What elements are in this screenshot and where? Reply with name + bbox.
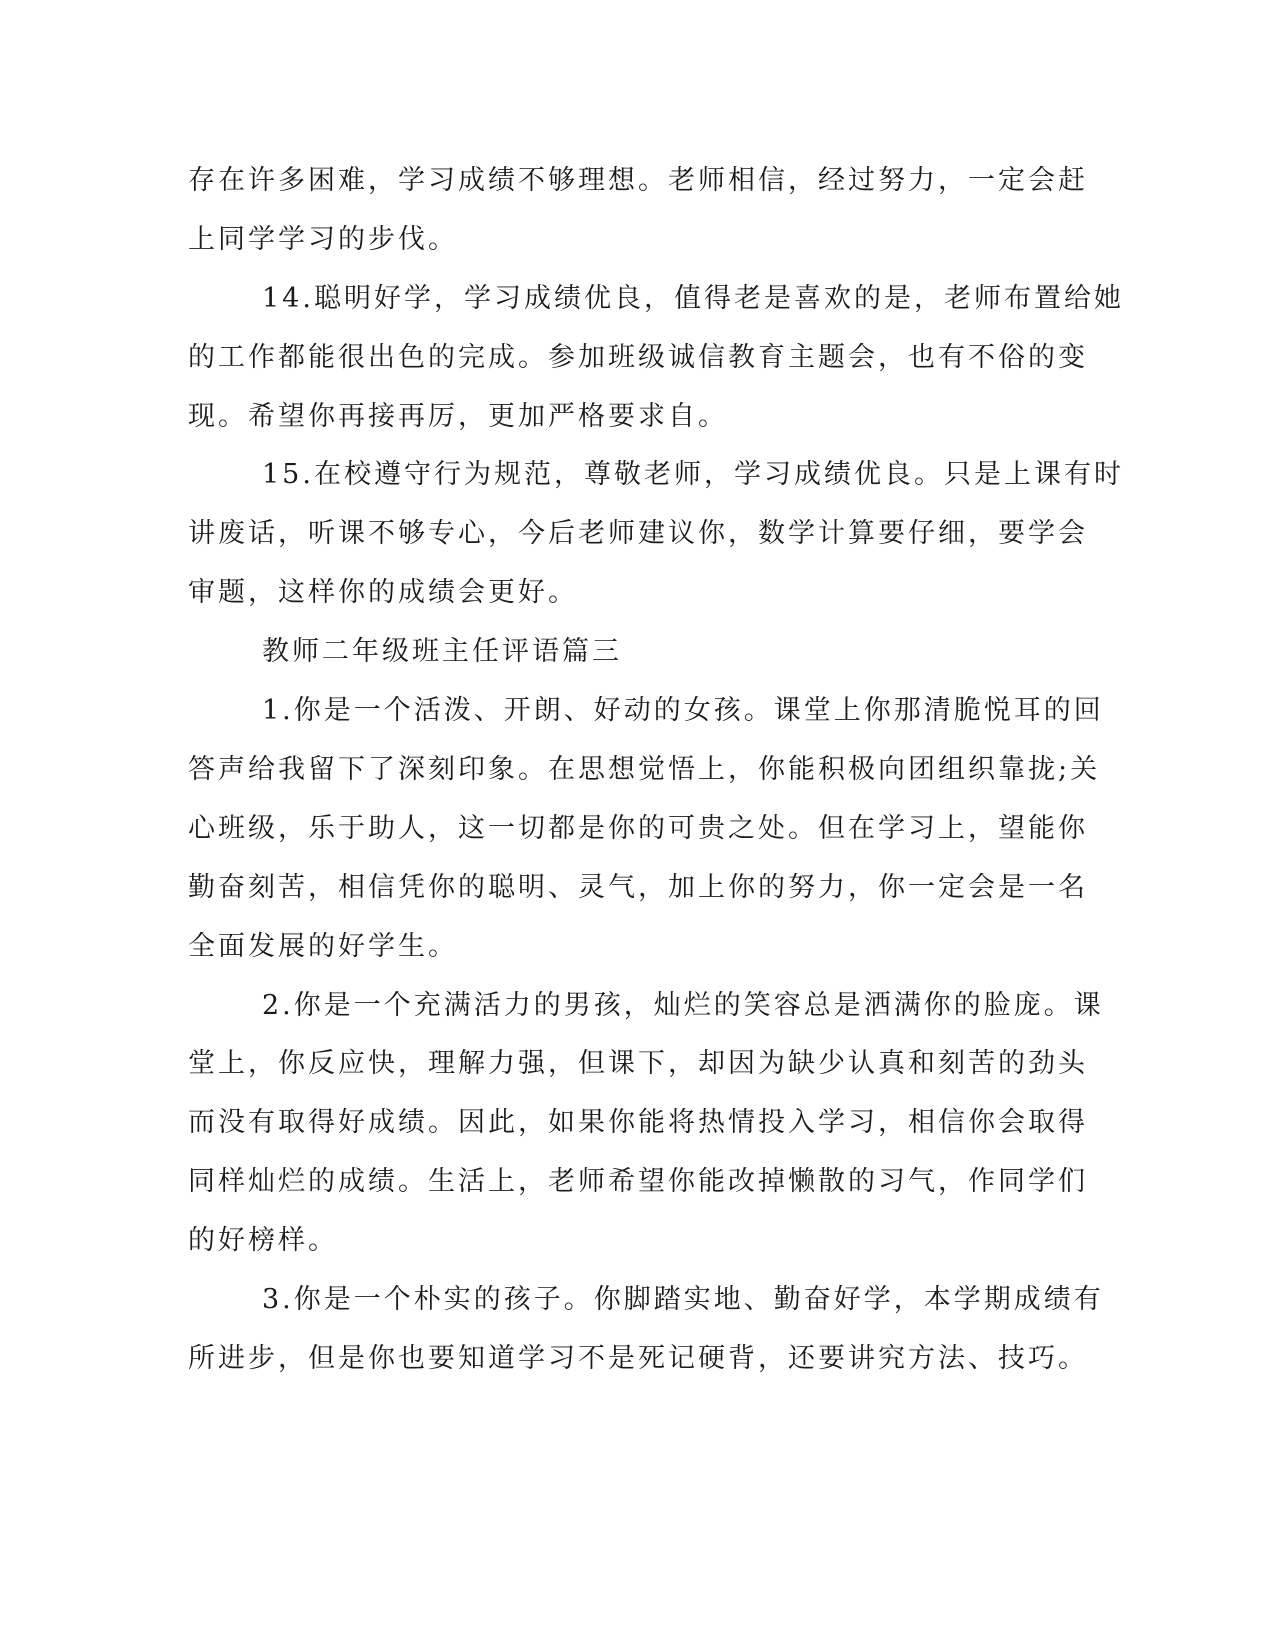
- text-line: 现。希望你再接再厉，更加严格要求自。: [188, 401, 728, 432]
- text-line: 所进步，但是你也要知道学习不是死记硬背，还要讲究方法、技巧。: [188, 1343, 1088, 1374]
- text-line: 答声给我留下了深刻印象。在思想觉悟上，你能积极向团组织靠拢;关: [188, 754, 1101, 785]
- text-line: 上同学学习的步伐。: [188, 224, 458, 255]
- text-line: 存在许多困难，学习成绩不够理想。老师相信，经过努力，一定会赶: [188, 165, 1088, 196]
- text-line: 而没有取得好成绩。因此，如果你能将热情投入学习，相信你会取得: [188, 1107, 1088, 1138]
- section-heading: 教师二年级班主任评语篇三: [262, 636, 622, 667]
- text-line: 讲废话，听课不够专心，今后老师建议你，数学计算要仔细，要学会: [188, 518, 1088, 549]
- paragraph-1-start: 1.你是一个活泼、开朗、好动的女孩。课堂上你那清脆悦耳的回: [262, 695, 1104, 726]
- text-line: 全面发展的好学生。: [188, 931, 458, 962]
- text-line: 的好榜样。: [188, 1225, 338, 1256]
- paragraph-2-start: 2.你是一个充满活力的男孩，灿烂的笑容总是洒满你的脸庞。课: [262, 990, 1104, 1021]
- paragraph-15-start: 15.在校遵守行为规范，尊敬老师，学习成绩优良。只是上课有时: [262, 459, 1124, 490]
- text-line: 同样灿烂的成绩。生活上，老师希望你能改掉懒散的习气，作同学们: [188, 1166, 1088, 1197]
- text-line: 心班级，乐于助人，这一切都是你的可贵之处。但在学习上，望能你: [188, 813, 1088, 844]
- paragraph-3-start: 3.你是一个朴实的孩子。你脚踏实地、勤奋好学，本学期成绩有: [262, 1284, 1104, 1315]
- text-line: 的工作都能很出色的完成。参加班级诚信教育主题会，也有不俗的变: [188, 342, 1088, 373]
- paragraph-14-start: 14.聪明好学，学习成绩优良，值得老是喜欢的是，老师布置给她: [262, 283, 1124, 314]
- text-line: 勤奋刻苦，相信凭你的聪明、灵气，加上你的努力，你一定会是一名: [188, 872, 1088, 903]
- text-line: 审题，这样你的成绩会更好。: [188, 577, 578, 608]
- text-line: 堂上，你反应快，理解力强，但课下，却因为缺少认真和刻苦的劲头: [188, 1048, 1088, 1079]
